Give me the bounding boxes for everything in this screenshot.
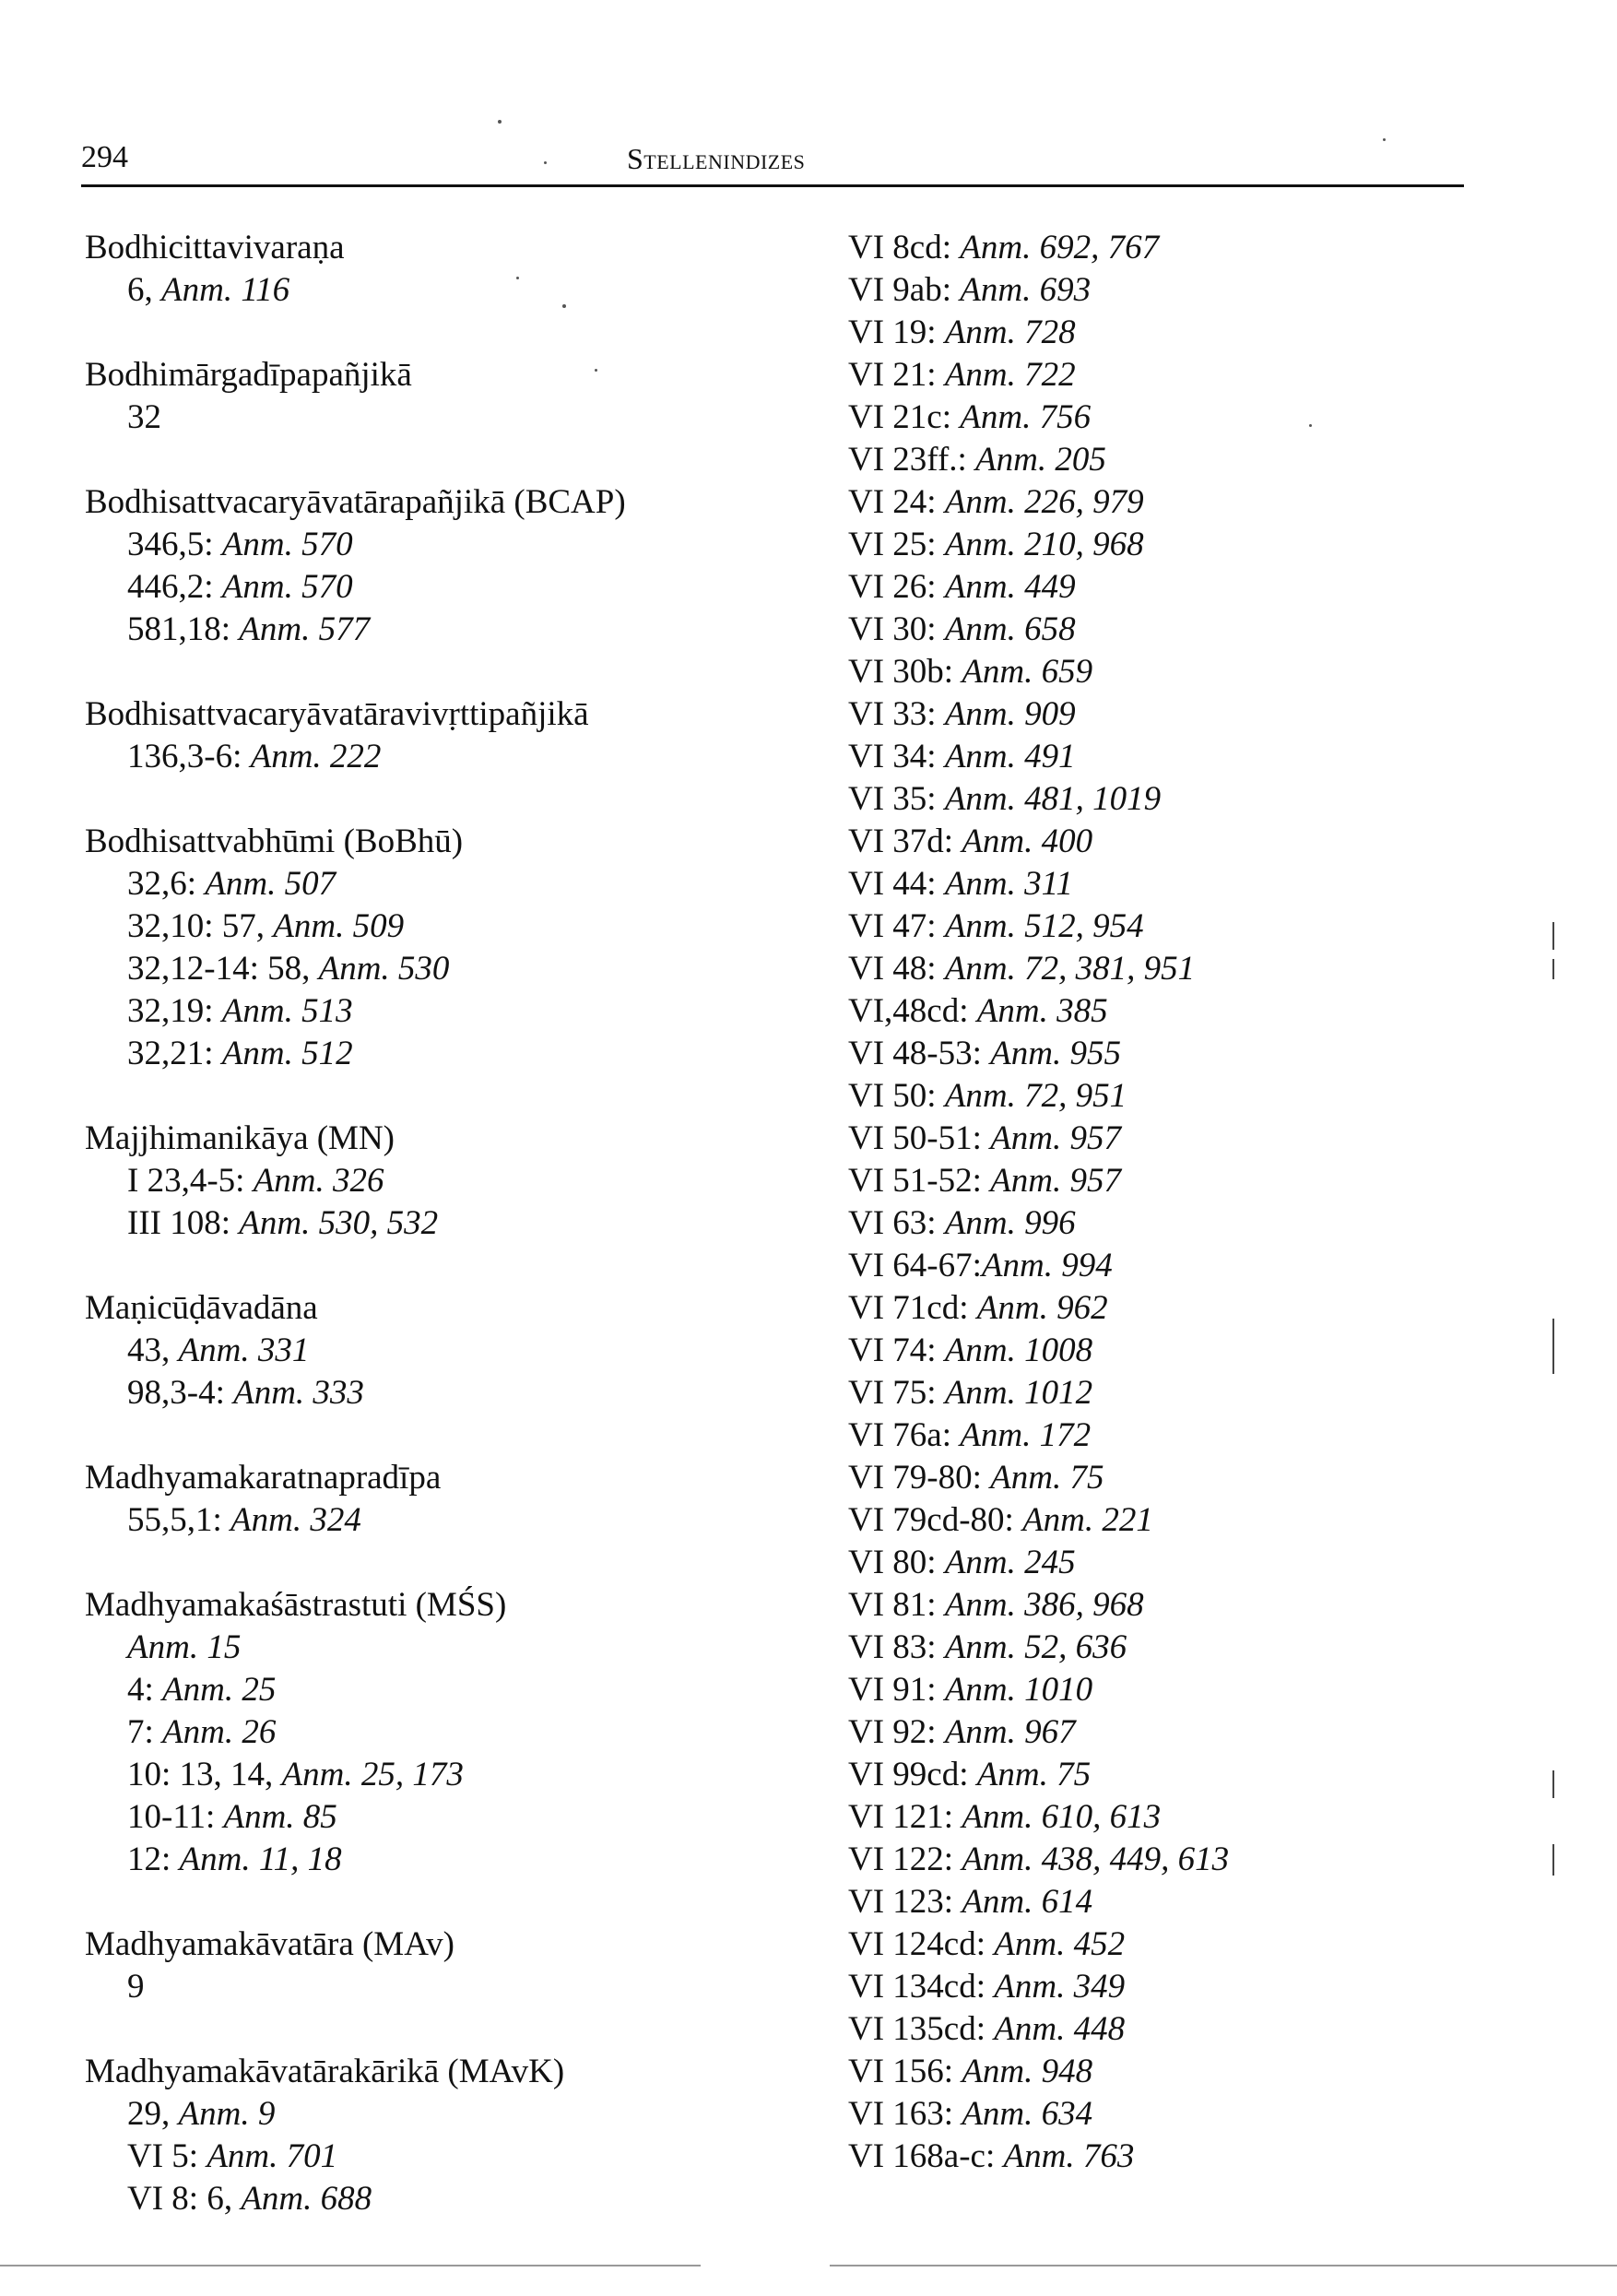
- index-entry: [85, 2051, 841, 2220]
- verse-reference: [848, 1160, 1493, 1202]
- note-reference: Anm. 311: [944, 865, 1073, 903]
- note-reference: Anm. 205: [975, 441, 1106, 479]
- verse-reference: [848, 524, 1493, 566]
- verse-reference: [848, 651, 1493, 693]
- reference-location: VI 30:: [848, 610, 945, 648]
- scan-speck: [544, 161, 547, 164]
- note-reference: Anm. 26: [162, 1713, 277, 1751]
- note-reference: Anm. 85: [223, 1798, 337, 1836]
- note-reference: Anm. 512, 954: [944, 907, 1144, 945]
- scan-speck: [1309, 424, 1312, 427]
- note-reference: Anm. 692, 767: [960, 229, 1160, 266]
- scan-speck: [1383, 138, 1386, 141]
- reference-location: 10: 13, 14,: [127, 1756, 282, 1793]
- verse-reference: [848, 396, 1493, 439]
- note-reference: Anm. 72, 381, 951: [944, 950, 1196, 988]
- reference-location: VI 99cd:: [848, 1756, 977, 1793]
- note-reference: Anm. 610, 613: [962, 1798, 1162, 1836]
- verse-reference: [848, 821, 1493, 863]
- reference-location: VI 76a:: [848, 1416, 961, 1454]
- entry-reference: [85, 609, 841, 651]
- reference-location: VI 48-53:: [848, 1035, 991, 1072]
- reference-location: III 108:: [127, 1204, 240, 1242]
- reference-location: VI 44:: [848, 865, 945, 903]
- entry-title: Bodhicittavivaraṇa: [85, 229, 345, 266]
- note-reference: Anm. 226, 979: [944, 483, 1144, 521]
- reference-location: VI 63:: [848, 1204, 945, 1242]
- verse-reference: [848, 948, 1493, 990]
- index-entry: [85, 1923, 841, 2008]
- entry-title: Madhyamakāvatāra (MAv): [85, 1925, 455, 1963]
- note-reference: Anm. 763: [1003, 2137, 1135, 2175]
- reference-location: VI 26:: [848, 568, 945, 606]
- scan-mark: [1552, 922, 1554, 950]
- verse-reference: [848, 2136, 1493, 2178]
- entry-reference: [85, 1754, 841, 1796]
- reference-location: 98,3-4:: [127, 1374, 234, 1412]
- reference-location: VI 74:: [848, 1331, 945, 1369]
- reference-location: 32,21:: [127, 1035, 222, 1072]
- note-reference: Anm. 948: [962, 2053, 1093, 2090]
- entry-title: Bodhimārgadīpapañjikā: [85, 356, 412, 394]
- scan-mark: [1552, 959, 1554, 979]
- entry-reference: [85, 1499, 841, 1542]
- note-reference: Anm. 509: [273, 907, 405, 945]
- note-reference: Anm. 658: [944, 610, 1076, 648]
- verse-reference: [848, 439, 1493, 481]
- reference-location: 9: [127, 1968, 145, 2006]
- verse-reference: [848, 1499, 1493, 1542]
- note-reference: Anm. 996: [944, 1204, 1076, 1242]
- note-reference: Anm. 688: [241, 2180, 372, 2218]
- reference-location: 32,6:: [127, 865, 206, 903]
- entry-reference: [85, 1372, 841, 1414]
- index-entry: [85, 1118, 841, 1245]
- verse-reference: [848, 609, 1493, 651]
- reference-location: VI 19:: [848, 314, 945, 351]
- entry-reference: [85, 396, 841, 439]
- reference-location: VI 50:: [848, 1077, 945, 1115]
- scan-speck: [595, 369, 597, 372]
- note-reference: Anm. 570: [221, 568, 353, 606]
- reference-location: VI 47:: [848, 907, 945, 945]
- reference-location: 346,5:: [127, 526, 222, 563]
- reference-location: 43,: [127, 1331, 179, 1369]
- note-reference: Anm. 172: [960, 1416, 1092, 1454]
- entry-reference: [85, 1669, 841, 1711]
- entry-reference: [85, 1627, 841, 1669]
- reference-location: 581,18:: [127, 610, 240, 648]
- reference-location: VI 35:: [848, 780, 945, 818]
- reference-location: VI 75:: [848, 1374, 945, 1412]
- reference-location: VI 25:: [848, 526, 945, 563]
- verse-reference: [848, 1075, 1493, 1118]
- note-reference: Anm. 25, 173: [281, 1756, 464, 1793]
- reference-location: VI 91:: [848, 1671, 945, 1709]
- reference-location: 29,: [127, 2095, 179, 2133]
- verse-reference: [848, 354, 1493, 396]
- entry-reference: [85, 1202, 841, 1245]
- verse-reference: [848, 1966, 1493, 2008]
- verse-reference: [848, 1245, 1493, 1287]
- verse-reference: [848, 736, 1493, 778]
- reference-location: 12:: [127, 1840, 180, 1878]
- note-reference: Anm. 481, 1019: [944, 780, 1162, 818]
- entry-reference: [85, 2136, 841, 2178]
- reference-location: 32,19:: [127, 992, 222, 1030]
- reference-location: 32,12-14: 58,: [127, 950, 319, 988]
- index-entry: [85, 354, 841, 439]
- note-reference: Anm. 722: [944, 356, 1076, 394]
- verse-reference: [848, 1839, 1493, 1881]
- entry-title: Majjhimanikāya (MN): [85, 1119, 395, 1157]
- reference-location: VI 34:: [848, 738, 945, 775]
- verse-reference: [848, 1330, 1493, 1372]
- reference-location: 55,5,1:: [127, 1501, 231, 1539]
- note-reference: Anm. 614: [962, 1883, 1093, 1921]
- verse-reference: [848, 863, 1493, 905]
- verse-reference: [848, 2093, 1493, 2136]
- scan-mark: [1552, 1319, 1554, 1374]
- verse-reference: [848, 778, 1493, 821]
- verse-reference: [848, 312, 1493, 354]
- reference-location: VI 168a-c:: [848, 2137, 1004, 2175]
- reference-location: 446,2:: [127, 568, 222, 606]
- scan-speck: [498, 120, 502, 124]
- entry-reference: [85, 1966, 841, 2008]
- bottom-scan-edge: [0, 2265, 701, 2266]
- reference-location: VI 79cd-80:: [848, 1501, 1023, 1539]
- reference-location: VI 37d:: [848, 823, 962, 860]
- entry-reference: [85, 1330, 841, 1372]
- reference-location: VI 21c:: [848, 398, 961, 436]
- note-reference: Anm. 513: [221, 992, 353, 1030]
- reference-location: VI 134cd:: [848, 1968, 995, 2006]
- verse-reference: [848, 1372, 1493, 1414]
- entry-title: Bodhisattvacaryāvatāravivṛttipañjikā: [85, 695, 589, 733]
- entry-reference: [85, 566, 841, 609]
- reference-location: VI 79-80:: [848, 1459, 991, 1497]
- reference-location: VI 8cd:: [848, 229, 961, 266]
- note-reference: Anm. 448: [994, 2010, 1126, 2048]
- reference-location: VI 80:: [848, 1544, 945, 1581]
- verse-reference: [848, 566, 1493, 609]
- index-entry: [85, 1287, 841, 1414]
- entry-title: Madhyamakaśāstrastuti (MŚS): [85, 1586, 507, 1624]
- note-reference: Anm. 331: [178, 1331, 310, 1369]
- verse-reference: [848, 1584, 1493, 1627]
- note-reference: Anm. 333: [233, 1374, 364, 1412]
- note-reference: Anm. 222: [250, 738, 382, 775]
- reference-location: 32,10: 57,: [127, 907, 274, 945]
- entry-title: Madhyamakāvatārakārikā (MAvK): [85, 2053, 565, 2090]
- note-reference: Anm. 52, 636: [944, 1628, 1127, 1666]
- scan-mark: [1552, 1770, 1554, 1798]
- note-reference: Anm. 530, 532: [239, 1204, 439, 1242]
- verse-reference: [848, 2008, 1493, 2051]
- note-reference: Anm. 957: [990, 1162, 1121, 1200]
- entry-reference: [85, 1033, 841, 1075]
- reference-location: VI 30b:: [848, 653, 962, 691]
- verse-reference: [848, 1118, 1493, 1160]
- note-reference: Anm. 512: [221, 1035, 353, 1072]
- verse-reference: [848, 1754, 1493, 1796]
- entry-reference: [85, 1839, 841, 1881]
- running-title: Stellenindizes: [627, 142, 806, 175]
- reference-location: VI 9ab:: [848, 271, 961, 309]
- note-reference: Anm. 386, 968: [944, 1586, 1144, 1624]
- verse-reference: [848, 1669, 1493, 1711]
- verse-reference: [848, 1457, 1493, 1499]
- note-reference: Anm. 210, 968: [944, 526, 1144, 563]
- reference-location: VI 83:: [848, 1628, 945, 1666]
- verse-reference: [848, 1711, 1493, 1754]
- verse-reference: [848, 1923, 1493, 1966]
- note-reference: Anm. 1010: [944, 1671, 1093, 1709]
- note-reference: Anm. 385: [976, 992, 1108, 1030]
- note-reference: Anm. 11, 18: [179, 1840, 342, 1878]
- note-reference: Anm. 1008: [944, 1331, 1093, 1369]
- reference-location: VI 81:: [848, 1586, 945, 1624]
- verse-reference: [848, 227, 1493, 269]
- reference-location: VI 123:: [848, 1883, 962, 1921]
- entry-title: Madhyamakaratnapradīpa: [85, 1459, 442, 1497]
- reference-location: VI 121:: [848, 1798, 962, 1836]
- reference-location: VI 92:: [848, 1713, 945, 1751]
- scan-mark: [1552, 1844, 1554, 1876]
- reference-location: VI 23ff.:: [848, 441, 976, 479]
- right-index-column: [848, 227, 1493, 2178]
- note-reference: Anm. 1012: [944, 1374, 1093, 1412]
- entry-reference: [85, 736, 841, 778]
- entry-reference: [85, 1160, 841, 1202]
- note-reference: Anm. 491: [944, 738, 1076, 775]
- note-reference: Anm. 438, 449, 613: [962, 1840, 1230, 1878]
- note-reference: Anm. 326: [253, 1162, 384, 1200]
- reference-location: 7:: [127, 1713, 163, 1751]
- reference-location: VI 135cd:: [848, 2010, 995, 2048]
- note-reference: Anm. 756: [960, 398, 1092, 436]
- entry-reference: [85, 2093, 841, 2136]
- entry-title: Bodhisattvabhūmi (BoBhū): [85, 823, 464, 860]
- note-reference: Anm. 400: [962, 823, 1093, 860]
- index-entry: [85, 693, 841, 778]
- note-reference: Anm. 530: [318, 950, 450, 988]
- verse-reference: [848, 1881, 1493, 1923]
- note-reference: Anm. 728: [944, 314, 1076, 351]
- verse-reference: [848, 1414, 1493, 1457]
- entry-reference: [85, 2178, 841, 2220]
- entry-reference: [85, 948, 841, 990]
- entry-reference: [85, 1796, 841, 1839]
- index-entry: [85, 1584, 841, 1881]
- index-entry: [85, 821, 841, 1075]
- left-index-column: [85, 227, 841, 2263]
- note-reference: Anm. 116: [161, 271, 290, 309]
- note-reference: Anm. 449: [944, 568, 1076, 606]
- reference-location: VI 124cd:: [848, 1925, 995, 1963]
- note-reference: Anm. 324: [230, 1501, 361, 1539]
- reference-location: I 23,4-5:: [127, 1162, 254, 1200]
- note-reference: Anm. 570: [221, 526, 353, 563]
- reference-location: 10-11:: [127, 1798, 224, 1836]
- note-reference: Anm. 349: [994, 1968, 1126, 2006]
- reference-location: VI 33:: [848, 695, 945, 733]
- verse-reference: [848, 905, 1493, 948]
- note-reference: Anm. 994: [981, 1247, 1113, 1284]
- note-reference: Anm. 693: [960, 271, 1092, 309]
- reference-location: 4:: [127, 1671, 163, 1709]
- note-reference: Anm. 15: [127, 1628, 242, 1666]
- note-reference: Anm. 72, 951: [944, 1077, 1127, 1115]
- reference-location: 32: [127, 398, 161, 436]
- verse-reference: [848, 1796, 1493, 1839]
- scan-speck: [516, 277, 519, 279]
- reference-location: VI,48cd:: [848, 992, 977, 1030]
- note-reference: Anm. 25: [162, 1671, 277, 1709]
- verse-reference: [848, 1627, 1493, 1669]
- note-reference: Anm. 955: [990, 1035, 1121, 1072]
- note-reference: Anm. 245: [944, 1544, 1076, 1581]
- note-reference: Anm. 962: [976, 1289, 1108, 1327]
- verse-reference: [848, 1542, 1493, 1584]
- reference-location: VI 71cd:: [848, 1289, 977, 1327]
- scan-speck: [562, 304, 566, 308]
- reference-location: 136,3-6:: [127, 738, 251, 775]
- reference-location: VI 24:: [848, 483, 945, 521]
- reference-location: VI 8: 6,: [127, 2180, 242, 2218]
- note-reference: Anm. 967: [944, 1713, 1076, 1751]
- note-reference: Anm. 701: [207, 2137, 338, 2175]
- verse-reference: [848, 693, 1493, 736]
- verse-reference: [848, 990, 1493, 1033]
- verse-reference: [848, 269, 1493, 312]
- reference-location: VI 50-51:: [848, 1119, 991, 1157]
- verse-reference: [848, 1202, 1493, 1245]
- reference-location: VI 64-67:: [848, 1247, 982, 1284]
- verse-reference: [848, 481, 1493, 524]
- entry-reference: [85, 990, 841, 1033]
- reference-location: VI 163:: [848, 2095, 962, 2133]
- reference-location: 6,: [127, 271, 161, 309]
- entry-reference: [85, 524, 841, 566]
- index-entry: [85, 481, 841, 651]
- note-reference: Anm. 659: [962, 653, 1093, 691]
- note-reference: Anm. 909: [944, 695, 1076, 733]
- note-reference: Anm. 75: [976, 1756, 1092, 1793]
- entry-reference: [85, 269, 841, 312]
- bottom-scan-edge: [830, 2265, 1617, 2266]
- entry-title: Maṇicūḍāvadāna: [85, 1289, 318, 1327]
- reference-location: VI 122:: [848, 1840, 962, 1878]
- entry-title: Bodhisattvacaryāvatārapañjikā (BCAP): [85, 483, 626, 521]
- page-header: [81, 138, 1464, 187]
- note-reference: Anm. 452: [994, 1925, 1126, 1963]
- note-reference: Anm. 507: [205, 865, 336, 903]
- note-reference: Anm. 75: [990, 1459, 1104, 1497]
- reference-location: VI 21:: [848, 356, 945, 394]
- entry-reference: [85, 905, 841, 948]
- page-number: 294: [81, 140, 128, 174]
- note-reference: Anm. 957: [990, 1119, 1121, 1157]
- note-reference: Anm. 577: [239, 610, 371, 648]
- reference-location: VI 156:: [848, 2053, 962, 2090]
- index-entry: [85, 227, 841, 312]
- reference-location: VI 48:: [848, 950, 945, 988]
- verse-reference: [848, 1033, 1493, 1075]
- entry-reference: [85, 1711, 841, 1754]
- entry-reference: [85, 863, 841, 905]
- verse-reference: [848, 1287, 1493, 1330]
- verse-reference: [848, 2051, 1493, 2093]
- reference-location: VI 5:: [127, 2137, 207, 2175]
- note-reference: Anm. 9: [178, 2095, 276, 2133]
- index-entry: [85, 1457, 841, 1542]
- note-reference: Anm. 634: [962, 2095, 1093, 2133]
- reference-location: VI 51-52:: [848, 1162, 991, 1200]
- note-reference: Anm. 221: [1022, 1501, 1153, 1539]
